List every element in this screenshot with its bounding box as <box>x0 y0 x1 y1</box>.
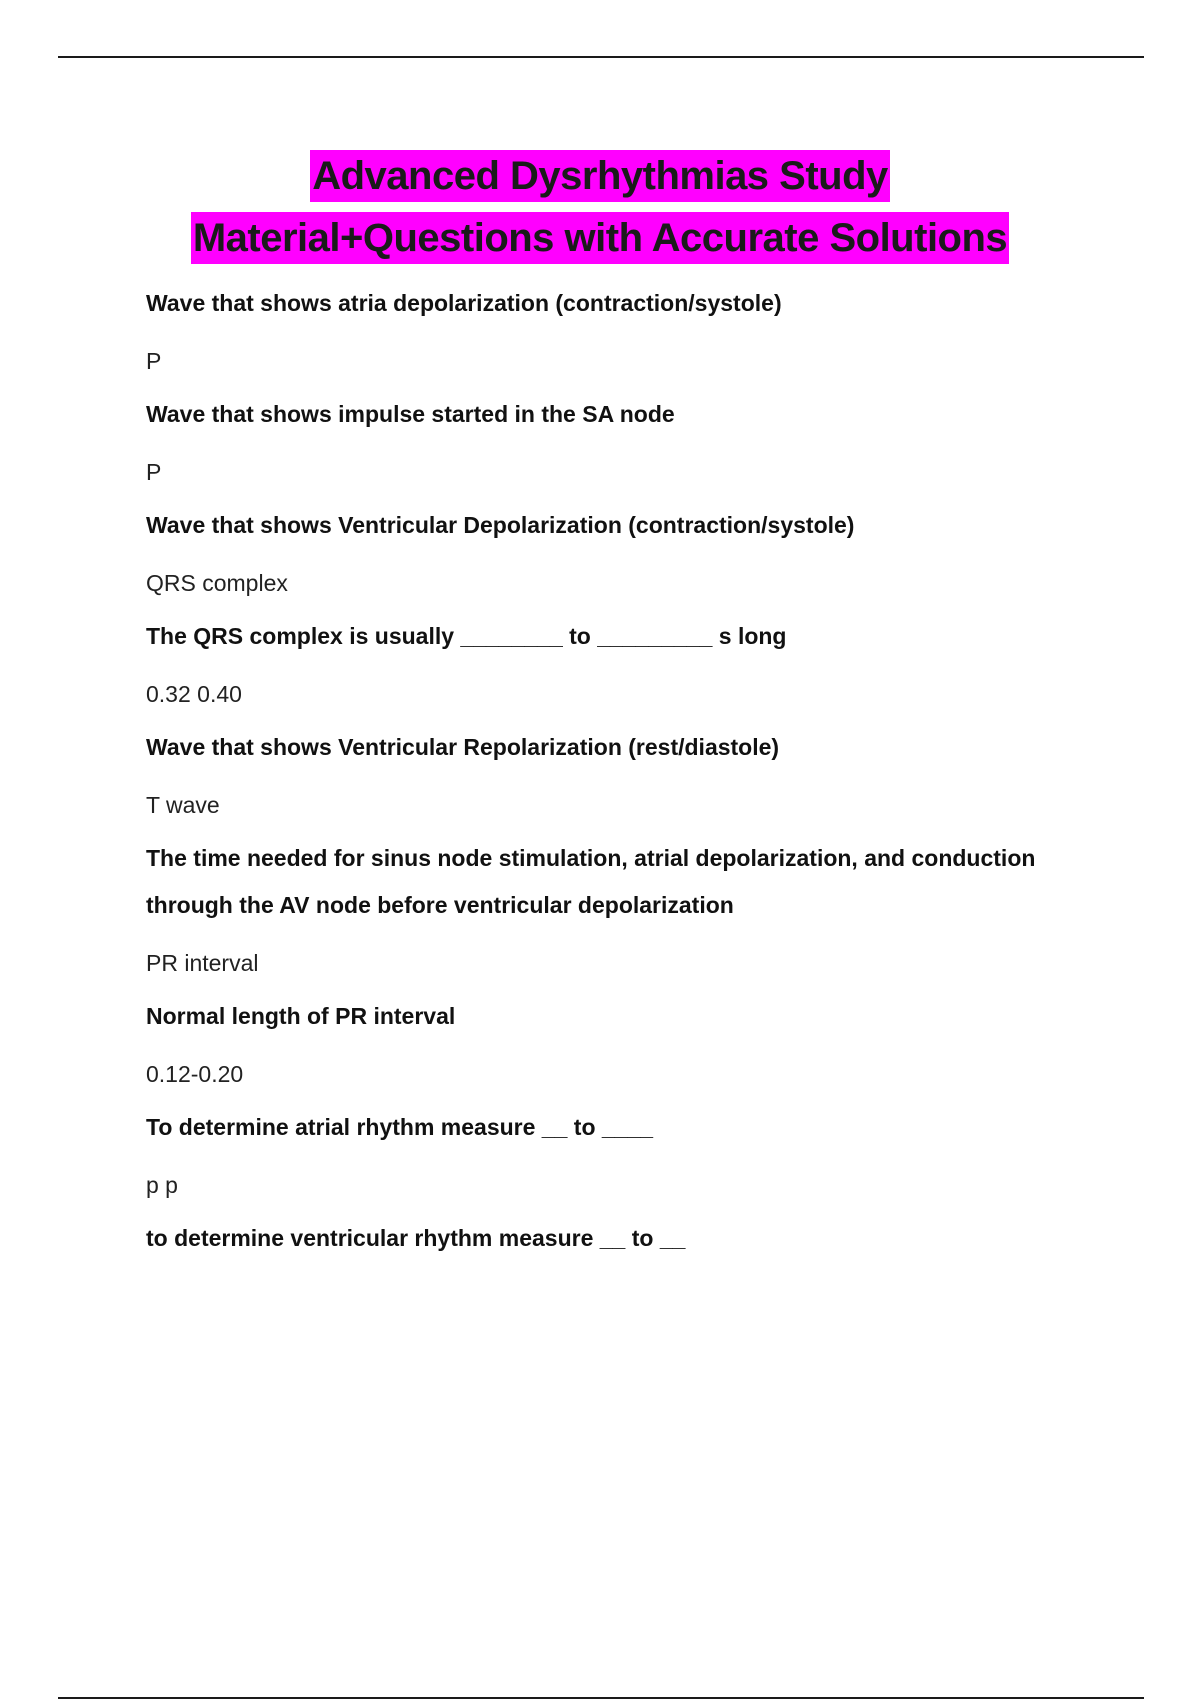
answer-text: PR interval <box>146 950 259 976</box>
question-text: The QRS complex is usually ________ to _________ s long <box>146 623 787 649</box>
title-line-1 <box>0 145 1200 207</box>
qa-item <box>146 391 1066 502</box>
qa-item <box>146 280 1066 391</box>
answer-text: 0.12-0.20 <box>146 1061 244 1087</box>
title-line-1-text: Advanced Dysrhythmias Study <box>310 150 890 202</box>
qa-item <box>146 724 1066 835</box>
question-text: Wave that shows Ventricular Repolarization (rest/diastole) <box>146 734 780 760</box>
qa-item <box>146 613 1066 724</box>
answer-text: 0.32 0.40 <box>146 681 242 707</box>
question-text: The time needed for sinus node stimulation, atrial depolarization, and conduction through the AV node before ventricular depolarization <box>146 845 1036 918</box>
qa-item <box>146 993 1066 1104</box>
qa-item <box>146 1215 1066 1262</box>
answer-text: QRS complex <box>146 570 288 596</box>
title-line-2-text: Material+Questions with Accurate Solutions <box>191 212 1009 264</box>
bottom-rule <box>58 1697 1144 1699</box>
question-text: Normal length of PR interval <box>146 1003 456 1029</box>
answer-text: p p <box>146 1172 178 1198</box>
question-text: Wave that shows atria depolarization (contraction/systole) <box>146 290 782 316</box>
title-line-2 <box>0 207 1200 269</box>
qa-item <box>146 502 1066 613</box>
question-answer-list <box>146 280 1066 1262</box>
question-text: to determine ventricular rhythm measure __ to __ <box>146 1225 686 1251</box>
answer-text: P <box>146 348 162 374</box>
question-text: Wave that shows impulse started in the SA node <box>146 401 675 427</box>
question-text: Wave that shows Ventricular Depolarization (contraction/systole) <box>146 512 855 538</box>
top-rule <box>58 56 1144 58</box>
answer-text: T wave <box>146 792 220 818</box>
qa-item <box>146 835 1066 993</box>
answer-text: P <box>146 459 162 485</box>
qa-item <box>146 1104 1066 1215</box>
document-title <box>0 145 1200 269</box>
question-text: To determine atrial rhythm measure __ to ____ <box>146 1114 654 1140</box>
